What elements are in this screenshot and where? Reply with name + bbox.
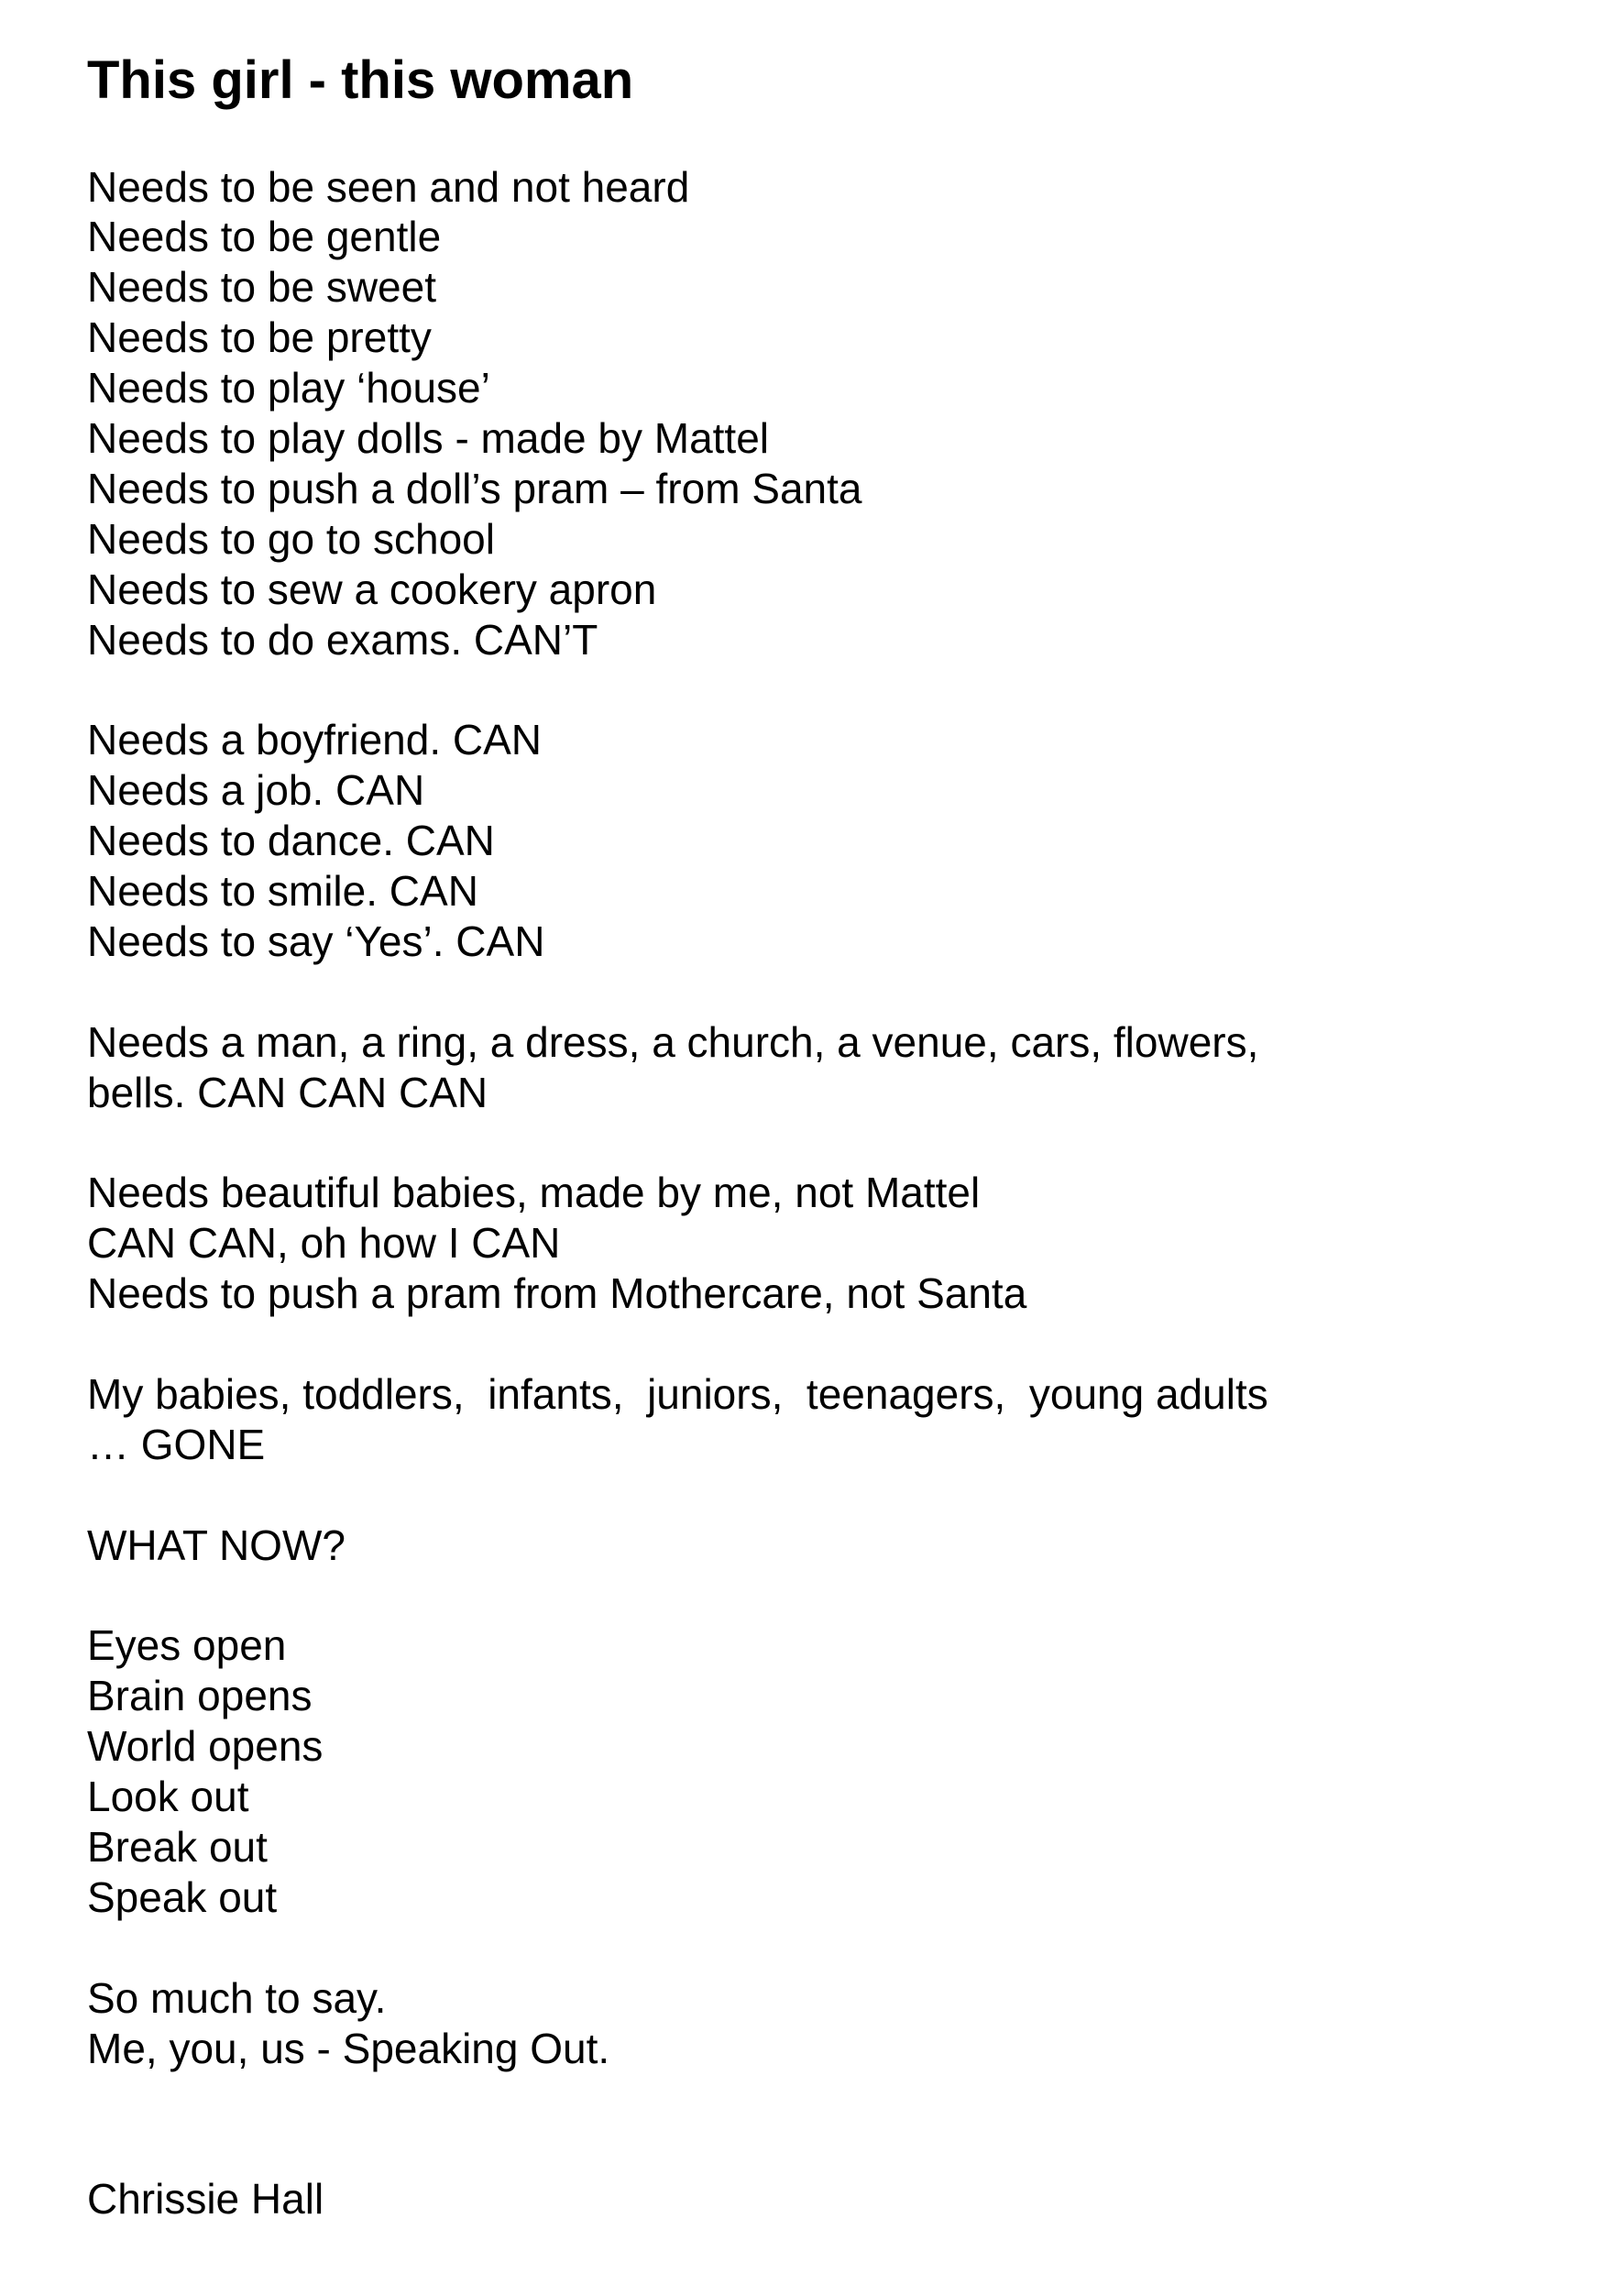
author-name: Chrissie Hall bbox=[87, 2175, 324, 2224]
stanza-break bbox=[87, 2124, 1268, 2174]
poem-body bbox=[87, 162, 1268, 2225]
poem-line: Needs to be gentle bbox=[87, 213, 442, 261]
poem-line: Needs to push a doll’s pram – from Santa bbox=[87, 464, 862, 512]
stanza-break bbox=[87, 1923, 1268, 1973]
poem-line: Needs to be pretty bbox=[87, 313, 432, 362]
poem-line: Needs to play ‘house’ bbox=[87, 364, 490, 412]
stanza-break bbox=[87, 1470, 1268, 1521]
poem-line: … GONE bbox=[87, 1420, 266, 1468]
poem-line: Break out bbox=[87, 1822, 268, 1871]
poem-line: Needs to push a pram from Mothercare, not Santa bbox=[87, 1269, 1027, 1318]
poem-line: World opens bbox=[87, 1722, 324, 1771]
stanza-break bbox=[87, 1319, 1268, 1369]
poem-line: Me, you, us - Speaking Out. bbox=[87, 2024, 610, 2072]
poem-line: Needs to do exams. CAN’T bbox=[87, 615, 598, 664]
poem-line: Needs a boyfriend. CAN bbox=[87, 716, 543, 764]
poem-line: Needs to say ‘Yes’. CAN bbox=[87, 917, 545, 965]
stanza-break bbox=[87, 1571, 1268, 1621]
poem-line: bells. CAN CAN CAN bbox=[87, 1068, 488, 1116]
poem-line: So much to say. bbox=[87, 1973, 387, 2022]
poem-line: Needs to go to school bbox=[87, 514, 495, 563]
stanza-break bbox=[87, 2073, 1268, 2124]
poem-line: Needs beautiful babies, made by me, not Mattel bbox=[87, 1169, 981, 1217]
poem-line: Look out bbox=[87, 1773, 249, 1821]
poem-line: Needs to be seen and not heard bbox=[87, 162, 690, 211]
poem-line: WHAT NOW? bbox=[87, 1521, 346, 1569]
poem-line: Needs to smile. CAN bbox=[87, 867, 478, 916]
poem-line: Needs to play dolls - made by Mattel bbox=[87, 414, 770, 463]
poem-title: This girl - this woman bbox=[87, 50, 634, 110]
stanza-break bbox=[87, 967, 1268, 1017]
poem-line: Needs a job. CAN bbox=[87, 766, 425, 815]
poem-line: Eyes open bbox=[87, 1621, 287, 1670]
poem-line: Brain opens bbox=[87, 1672, 313, 1720]
poem-line: My babies, toddlers, infants, juniors, teenagers, young adults bbox=[87, 1369, 1268, 1418]
poem-line: CAN CAN, oh how I CAN bbox=[87, 1219, 561, 1268]
poem-line: Needs to dance. CAN bbox=[87, 817, 495, 865]
stanza-break bbox=[87, 665, 1268, 716]
poem-line: Needs a man, a ring, a dress, a church, a venue, cars, flowers, bbox=[87, 1017, 1259, 1066]
poem-line: Needs to be sweet bbox=[87, 263, 437, 312]
stanza-break bbox=[87, 1118, 1268, 1169]
poem-line: Needs to sew a cookery apron bbox=[87, 565, 657, 613]
poem-line: Speak out bbox=[87, 1872, 278, 1921]
